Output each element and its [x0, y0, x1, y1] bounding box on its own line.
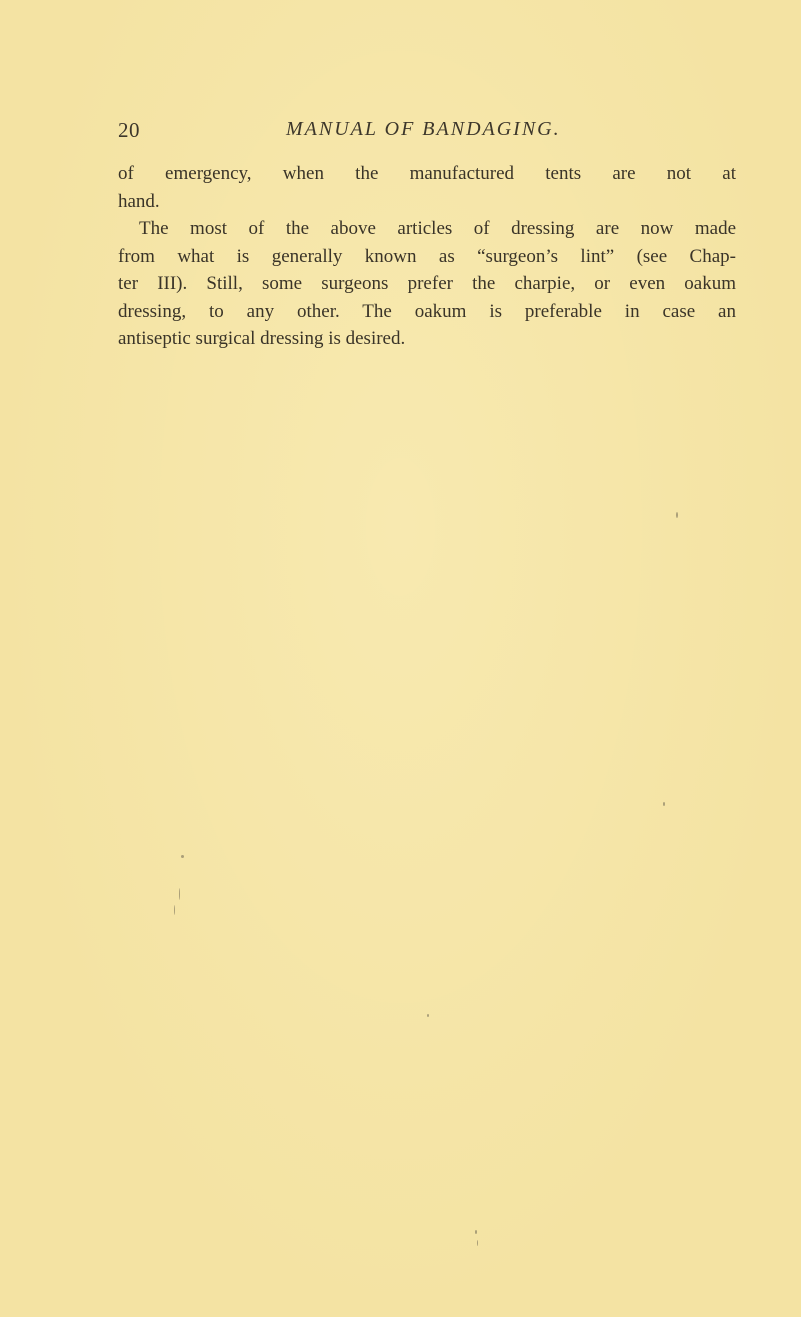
text-line: of emergency, when the manufactured tents are not at — [118, 163, 736, 184]
paper-speck — [179, 888, 180, 900]
text-line: The most of the above articles of dressing are now made — [139, 218, 736, 239]
text-line: antiseptic surgical dressing is desired. — [118, 328, 406, 349]
text-line: ter III). Still, some surgeons prefer the charpie, or even oakum — [118, 273, 736, 294]
body-text — [118, 160, 736, 353]
paper-speck — [181, 855, 184, 858]
text-line: from what is generally known as “surgeon’s lint” (see Chap- — [118, 245, 736, 267]
paper-speck — [427, 1014, 429, 1017]
paper-speck — [174, 905, 175, 915]
paper-speck — [475, 1230, 477, 1234]
running-head — [118, 118, 706, 148]
page-number: 20 — [118, 118, 140, 142]
text-line: hand. — [118, 190, 160, 212]
text-line: dressing, to any other. The oakum is preferable in case an — [118, 300, 736, 322]
paper-speck — [676, 512, 678, 518]
paper-speck — [663, 802, 665, 806]
paper-speck — [477, 1240, 478, 1246]
running-title: MANUAL OF BANDAGING. — [286, 118, 561, 140]
